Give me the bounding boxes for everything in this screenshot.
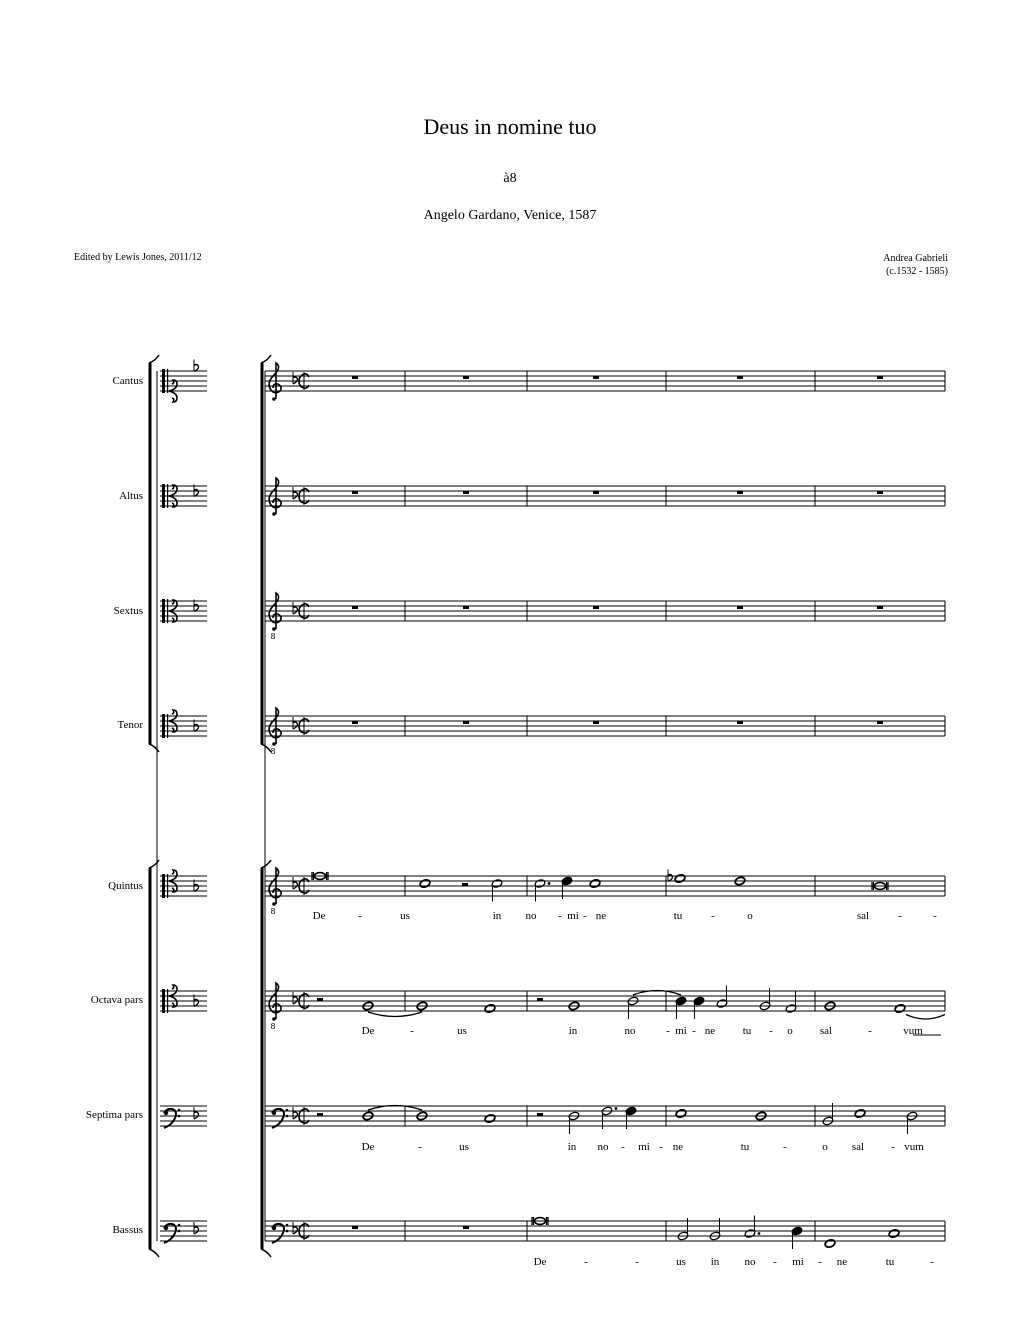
- voice-label-quintus: Quintus: [108, 880, 143, 892]
- lyric-syllable: sal: [851, 1141, 865, 1153]
- notehead: [484, 1114, 496, 1124]
- note: [534, 879, 550, 902]
- lyric-hyphen: -: [711, 910, 715, 922]
- lyric-hyphen: -: [769, 1025, 773, 1037]
- augmentation-dot: [615, 1107, 618, 1110]
- lyric-hyphen: -: [773, 1256, 777, 1268]
- lyric-syllable: tu: [885, 1256, 895, 1268]
- flat-bowl: [194, 365, 199, 372]
- lyric-hyphen: -: [930, 1256, 934, 1268]
- c-clef-thick: [162, 989, 165, 1013]
- note: [854, 1109, 866, 1119]
- whole-rest: [737, 721, 743, 724]
- flat-icon: [293, 877, 298, 889]
- f-clef-dot-lower: [178, 1115, 181, 1118]
- whole-rest: [463, 721, 469, 724]
- note: [785, 991, 797, 1014]
- treble-clef-icon: [269, 363, 281, 401]
- lyric-syllable: sal: [819, 1025, 833, 1037]
- flat-icon: [293, 487, 298, 499]
- note: [627, 996, 639, 1019]
- f-clef-dot-lower: [286, 1230, 289, 1233]
- c-clef-thick: [162, 369, 165, 393]
- composer-dates: (c.1532 - 1585): [886, 266, 948, 277]
- treble-clef-tail: [272, 627, 276, 631]
- c-clef-icon: [162, 710, 177, 738]
- note: [675, 1109, 687, 1119]
- lyric-syllable: tu: [673, 910, 683, 922]
- lyric-syllable: us: [676, 1256, 686, 1268]
- note: [906, 1111, 918, 1134]
- c-clef-thick: [162, 714, 165, 738]
- lyric-hyphen: -: [666, 1025, 670, 1037]
- lyric-hyphen: -: [583, 910, 587, 922]
- note: [674, 874, 686, 884]
- whole-rest: [737, 606, 743, 609]
- half-rest: [317, 998, 323, 1001]
- whole-rest: [877, 376, 883, 379]
- f-clef-dot-upper: [286, 1224, 289, 1227]
- lyric-syllable: us: [459, 1141, 469, 1153]
- note: [744, 1216, 760, 1239]
- lyric-hyphen: -: [659, 1141, 663, 1153]
- lyric-syllable: vum: [904, 1141, 924, 1153]
- c-clef-icon: [162, 985, 177, 1013]
- whole-rest: [593, 491, 599, 494]
- octave-mark: 8: [270, 1022, 276, 1031]
- augmentation-dot: [548, 882, 551, 885]
- c-clef-thick: [162, 484, 165, 508]
- composer-name: Andrea Gabrieli: [883, 253, 948, 264]
- lyric-syllable: mi: [638, 1141, 650, 1153]
- c-clef-thin: [167, 989, 168, 1013]
- lyric-syllable: in: [567, 1141, 577, 1153]
- voice-label-octava: Octava pars: [90, 994, 143, 1006]
- notehead: [674, 874, 686, 884]
- whole-rest: [352, 606, 358, 609]
- system-bracket-upper-top: [261, 355, 271, 363]
- whole-rest: [463, 376, 469, 379]
- flat-icon: [194, 1107, 199, 1119]
- tie: [368, 1012, 422, 1017]
- lyric-syllable: no: [744, 1256, 756, 1268]
- page-title: Deus in nomine tuo: [423, 114, 597, 139]
- f-clef-dot: [164, 1111, 168, 1115]
- treble-clef-tail: [272, 1017, 276, 1021]
- lyric-hyphen: -: [418, 1141, 422, 1153]
- half-rest: [317, 1113, 323, 1116]
- f-clef-icon: [164, 1109, 181, 1128]
- incipit-bracket-lower-bottom: [149, 1249, 159, 1257]
- editor-credit: Edited by Lewis Jones, 2011/12: [74, 252, 202, 263]
- treble-clef-icon: [269, 868, 281, 916]
- system-bracket-lower-bottom: [261, 1249, 271, 1257]
- lyric-syllable: sal: [856, 910, 870, 922]
- lyric-hyphen: -: [783, 1141, 787, 1153]
- lyric-syllable: us: [457, 1025, 467, 1037]
- c-clef-thick: [162, 599, 165, 623]
- lyric-hyphen: -: [868, 1025, 872, 1037]
- notehead: [675, 1109, 687, 1119]
- lyric-syllable: in: [710, 1256, 720, 1268]
- lyric-syllable: ne: [672, 1141, 684, 1153]
- note: [589, 879, 601, 889]
- whole-rest: [352, 721, 358, 724]
- lyric-syllable: De: [533, 1256, 547, 1268]
- c-clef-thin: [167, 599, 168, 623]
- lyric-syllable: ne: [836, 1256, 848, 1268]
- lyric-syllable: mi: [675, 1025, 687, 1037]
- lyric-syllable: o: [822, 1141, 828, 1153]
- flat-icon: [293, 372, 298, 384]
- lyric-hyphen: -: [621, 1141, 625, 1153]
- whole-rest: [352, 491, 358, 494]
- whole-rest: [352, 1226, 358, 1229]
- octave-mark: 8: [270, 907, 276, 916]
- treble-clef-tail: [272, 397, 276, 401]
- lyric-hyphen: -: [635, 1256, 639, 1268]
- tie: [906, 1015, 945, 1020]
- augmentation-dot: [758, 1232, 761, 1235]
- note: [791, 1226, 803, 1249]
- voice-label-bassus: Bassus: [112, 1224, 143, 1236]
- note: [491, 879, 503, 902]
- c-clef-lower: [169, 391, 177, 402]
- f-clef-dot-upper: [178, 1109, 181, 1112]
- f-clef-dot: [164, 1226, 168, 1230]
- notehead: [824, 1239, 836, 1249]
- voice-count: à8: [503, 171, 517, 186]
- voice-label-septima: Septima pars: [85, 1109, 143, 1121]
- half-rest: [537, 998, 543, 1001]
- note: [894, 1004, 906, 1014]
- whole-rest: [877, 721, 883, 724]
- system-bracket-lower-top: [261, 860, 271, 868]
- lyric-syllable: tu: [740, 1141, 750, 1153]
- treble-clef-tail: [272, 512, 276, 516]
- whole-rest: [463, 606, 469, 609]
- flat-icon: [293, 717, 298, 729]
- whole-rest: [593, 606, 599, 609]
- whole-rest: [593, 376, 599, 379]
- lyric-hyphen: -: [410, 1025, 414, 1037]
- note: [693, 996, 705, 1019]
- whole-rest: [593, 721, 599, 724]
- f-clef-dot-lower: [286, 1115, 289, 1118]
- half-rest: [462, 883, 468, 886]
- lyric-hyphen: -: [558, 910, 562, 922]
- notehead: [589, 879, 601, 889]
- lyric-hyphen: -: [891, 1141, 895, 1153]
- lyric-syllable: mi: [567, 910, 579, 922]
- flat-icon: [293, 992, 298, 1004]
- note: [568, 1111, 580, 1134]
- lyric-hyphen: -: [933, 910, 937, 922]
- note: [484, 1114, 496, 1124]
- treble-clef-icon: [269, 983, 281, 1031]
- c-clef-thin: [167, 714, 168, 738]
- lyric-syllable: in: [568, 1025, 578, 1037]
- flat-icon: [293, 1222, 298, 1234]
- half-rest: [537, 1113, 543, 1116]
- lyric-hyphen: -: [818, 1256, 822, 1268]
- voice-label-altus: Altus: [119, 490, 143, 502]
- f-clef-dot-lower: [178, 1230, 181, 1233]
- lyric-syllable: ne: [704, 1025, 716, 1037]
- note: [888, 1229, 900, 1239]
- f-clef-icon: [164, 1224, 181, 1243]
- whole-rest: [877, 491, 883, 494]
- whole-rest: [737, 376, 743, 379]
- f-clef-dot-upper: [286, 1109, 289, 1112]
- whole-rest: [463, 1226, 469, 1229]
- treble-clef-tail: [272, 902, 276, 906]
- whole-rest: [737, 491, 743, 494]
- whole-rest: [352, 376, 358, 379]
- f-clef-dot-upper: [178, 1224, 181, 1227]
- whole-rest: [877, 606, 883, 609]
- lyric-syllable: no: [624, 1025, 636, 1037]
- c-clef-thin: [167, 874, 168, 898]
- c-clef-icon: [162, 870, 177, 898]
- octave-mark: 8: [270, 747, 276, 756]
- flat-icon: [293, 602, 298, 614]
- notehead: [419, 879, 431, 889]
- treble-clef-icon: [269, 478, 281, 516]
- octave-mark: 8: [270, 632, 276, 641]
- voice-label-tenor: Tenor: [117, 719, 143, 731]
- notehead: [854, 1109, 866, 1119]
- note: [419, 879, 431, 889]
- notehead: [888, 1229, 900, 1239]
- lyric-hyphen: -: [898, 910, 902, 922]
- lyric-syllable: o: [787, 1025, 793, 1037]
- lyric-syllable: vum: [903, 1025, 923, 1037]
- whole-rest: [463, 491, 469, 494]
- lyric-hyphen: -: [584, 1256, 588, 1268]
- treble-clef-tail: [272, 742, 276, 746]
- f-clef-dot: [272, 1111, 276, 1115]
- f-clef-icon: [272, 1109, 289, 1128]
- lyric-syllable: no: [597, 1141, 609, 1153]
- lyric-syllable: De: [361, 1025, 375, 1037]
- c-clef-thin: [167, 484, 168, 508]
- note: [675, 996, 687, 1019]
- voice-label-cantus: Cantus: [112, 375, 143, 387]
- lyric-syllable: o: [747, 910, 753, 922]
- lyric-syllable: no: [525, 910, 537, 922]
- flat-icon: [293, 1107, 298, 1119]
- notehead: [894, 1004, 906, 1014]
- lyric-hyphen: -: [358, 910, 362, 922]
- f-clef-dot: [272, 1226, 276, 1230]
- lyric-syllable: De: [312, 910, 326, 922]
- publication-source: Angelo Gardano, Venice, 1587: [423, 208, 597, 223]
- incipit-bracket-upper-top: [149, 355, 159, 363]
- flat-icon: [194, 360, 199, 372]
- lyric-syllable: tu: [742, 1025, 752, 1037]
- lyric-syllable: ne: [595, 910, 607, 922]
- treble-clef-icon: [269, 593, 281, 641]
- flat-icon: [194, 1222, 199, 1234]
- lyric-syllable: De: [361, 1141, 375, 1153]
- lyric-syllable: us: [400, 910, 410, 922]
- note: [716, 986, 728, 1009]
- c-clef-thin: [167, 369, 168, 393]
- note: [484, 1004, 496, 1014]
- note: [824, 1239, 836, 1249]
- c-clef-thick: [162, 874, 165, 898]
- voice-label-sextus: Sextus: [113, 605, 143, 617]
- lyric-syllable: mi: [792, 1256, 804, 1268]
- lyric-syllable: in: [492, 910, 502, 922]
- treble-clef-icon: [269, 708, 281, 756]
- notehead: [484, 1004, 496, 1014]
- f-clef-icon: [272, 1224, 289, 1243]
- lyric-hyphen: -: [692, 1025, 696, 1037]
